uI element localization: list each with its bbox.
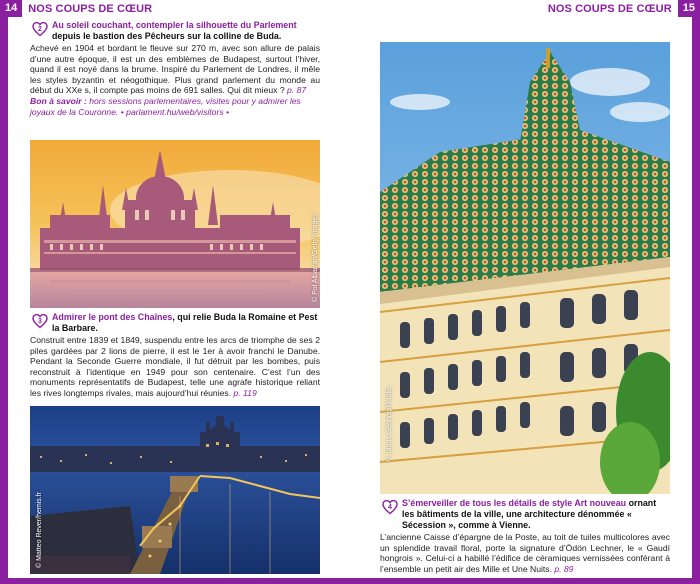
left-page [30,20,320,574]
left-edge-bar [0,17,8,584]
art-nouveau-building-illustration [380,42,670,494]
note-label: Bon à savoir : [30,95,87,106]
item-number: 4 [388,504,392,512]
item-chain-bridge [30,312,320,398]
heading-highlight: Au soleil couchant, contempler la silhouette du Parlement [52,20,297,30]
right-page-title: NOS COUPS DE CŒUR [547,2,672,15]
heading-highlight: S’émerveiller de tous les détails de style Art nouveau [402,498,627,508]
body-text: Achevé en 1904 et bordant le fleuve sur 270 m, avec son allure de palais d’une autre époque, il est un des emblèmes de Budapest, surtout l’hiver, quand il est noyé dans la brume. Inspiré du Parlement de Londres, il mêle les styles byzantin et néogothique. Plus grand parlement du monde au début du XXe s, il compte pas moins de 691 salles. Qui dit mieux ? [30,43,320,96]
item-heading [380,498,670,531]
item-number: 3 [38,318,42,326]
heading-highlight: Admirer le pont des Chaînes [52,312,173,322]
bottom-band [0,578,700,584]
right-edge-bar [692,17,700,584]
chain-bridge-illustration [30,406,320,574]
body-text: L’ancienne Caisse d’épargne de la Poste, au toit de tuiles multicolores avec un splendide travail floral, porte la signature d’Ödön Lechner, le « Gaudí hongrois ». Celui-ci a habillé l’édifice de céramiques vernissées conférant à l’ensemble un petit air des Mille et Une Nuits. [380,532,670,574]
header-band [0,0,700,17]
photo-credit: © Pol Albarrán/Getty Images [312,213,319,302]
photo-credit: © Matteo Rever/hemis.fr [36,492,43,568]
page-reference: p. 89 [554,563,574,574]
page-reference: p. 87 [287,85,307,96]
item-number: 2 [38,26,42,34]
page-reference: p. 119 [233,387,257,398]
right-page [380,20,670,574]
item-heading [30,312,320,334]
left-page-title: NOS COUPS DE CŒUR [28,2,153,15]
heading-rest: depuis le bastion des Pêcheurs sur la colline de Buda. [52,31,282,41]
photo-credit: © Janos Gehring/Fotolia [386,386,393,462]
item-body [30,335,320,399]
heart-icon [32,21,48,37]
parliament-illustration [30,140,320,308]
note-text: hors sessions parlementaires, visites pour y admirer les joyaux de la Couronne. [30,95,301,117]
item-heading [30,20,320,42]
item-art-nouveau [380,498,670,574]
right-page-number: 15 [678,0,700,17]
chain-bridge-photo [30,406,320,574]
heading-rest: ornant les bâtiments de la ville, une architecture dénommée « Sécession », comme à Vienne. [402,498,657,530]
body-text: Construit entre 1839 et 1849, suspendu entre les arcs de triomphe de ses 2 piles gardées par 2 lions de pierre, il est le 1er à avoir franchi le Danube. Pendant la Seconde Guerre mondiale, il fut détruit par les bombes, puis reconstruit à l’identique en 1949 pour son centenaire. C’est l’un des monuments représentatifs de Budapest, telle une agrafe historique reliant les rives longtemps rivales, mais aujourd’hui réunies. [30,335,320,398]
item-parliament [30,20,320,136]
heading-rest: , qui relie Buda la Romaine et Pest la Barbare. [52,312,318,333]
good-to-know-note [30,96,320,117]
item-body [30,43,320,96]
left-page-number: 14 [0,0,22,17]
right-page-header [542,0,700,17]
left-page-header [0,0,158,17]
heart-icon [32,313,48,329]
website-link[interactable]: • parlament.hu/web/visitors • [120,106,230,117]
heart-icon [382,499,398,515]
item-body [380,532,670,574]
postal-savings-bank-photo [380,42,670,494]
parliament-photo [30,140,320,308]
